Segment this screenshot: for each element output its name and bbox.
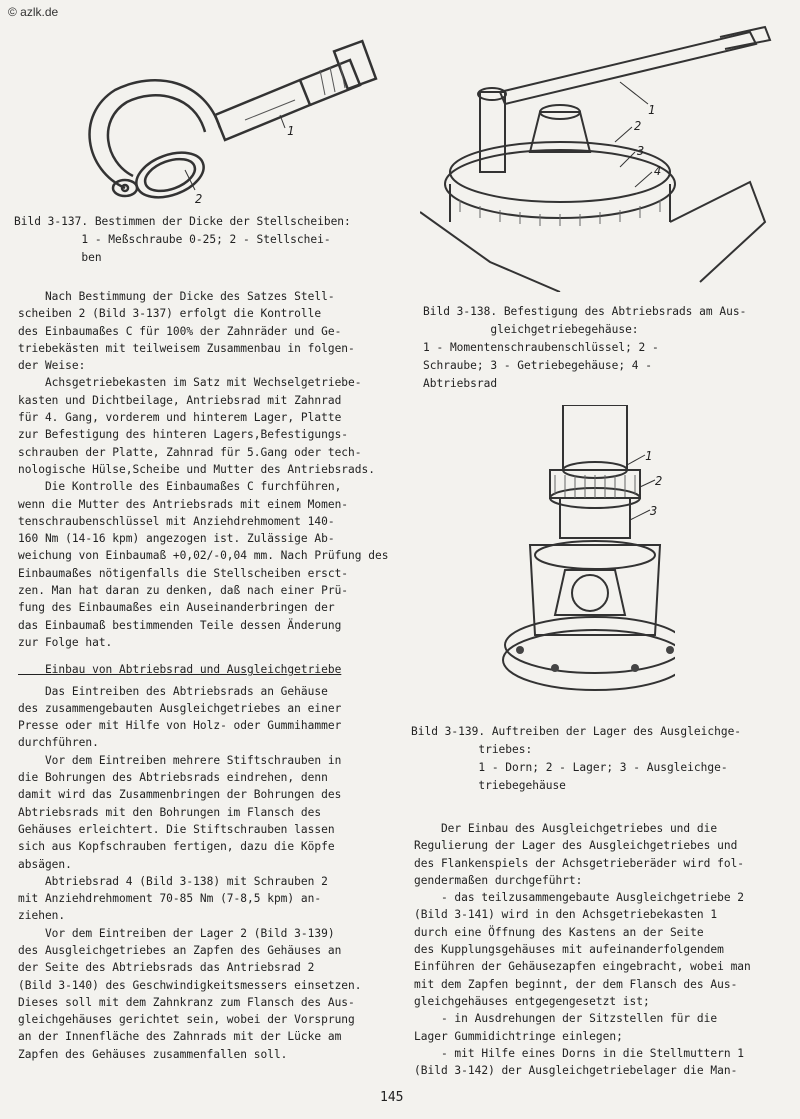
section-heading: Einbau von Abtriebsrad und Ausgleichgetriebe	[18, 663, 342, 677]
paragraph: Nach Bestimmung der Dicke des Satzes Stell- scheiben 2 (Bild 3-137) erfolgt die Kontrolle des Einbaumaßes C für 100% der Zahnräder und Ge- triebekästen mit teilweisem Zusammenbau in folgen- der Weise:	[18, 290, 355, 373]
figure-3-137-caption: Bild 3-137. Bestimmen der Dicke der Stellscheiben: 1 - Meßschraube 0-25; 2 - Stellschei- ben	[14, 215, 351, 264]
fig138-label-4: 4	[654, 164, 662, 178]
figure-3-138-caption: Bild 3-138. Befestigung des Abtriebsrads am Aus- gleichgetriebegehäuse: 1 - Momentenschraubenschlüssel; 2 - Schraube; 3 - Getriebegehäuse; 4 - Abtriebsrad	[423, 305, 747, 390]
figure-3-139-caption: Bild 3-139. Auftreiben der Lager des Ausgleichge- triebes: 1 - Dorn; 2 - Lager; 3 - Ausgleichge- triebegehäuse	[411, 725, 742, 792]
page-number: 145	[380, 1090, 404, 1105]
bearing-press-illustration	[495, 405, 675, 715]
paragraph: - in Ausdrehungen der Sitzstellen für die Lager Gummidichtringe einlegen;	[414, 1012, 718, 1043]
paragraph: - mit Hilfe eines Dorns in die Stellmuttern 1 (Bild 3-142) der Ausgleichgetriebelager die Man-	[414, 1046, 745, 1078]
fig138-label-1: 1	[648, 103, 656, 117]
figure-3-139	[495, 405, 675, 715]
fig138-label-3: 3	[637, 144, 645, 158]
paragraph: Der Einbau des Ausgleichgetriebes und die Regulierung der Lager des Ausgleichgetriebes und des Flankenspiels der Achsgetrieberäder wird fol- gendermaßen durchgeführt:	[414, 822, 745, 887]
paragraph: Das Eintreiben des Abtriebsrads an Gehäuse des zusammengebauten Ausgleichgetriebes an einer Presse oder mit Hilfe von Holz- oder Gummihammer durchführen.	[18, 684, 342, 750]
fig139-label-1: 1	[645, 449, 653, 463]
fig137-label-1: 1	[287, 124, 295, 138]
micrometer-illustration	[55, 20, 385, 220]
paragraph: - das teilzusammengebaute Ausgleichgetriebe 2 (Bild 3-141) wird in den Achsgetriebekasten 1 durch eine Öffnung des Kastens an der Seite des Kupplungsgehäuses mit aufeinanderfolgendem Einführen der Gehäusezapfen eingebracht, wobei man mit dem Zapfen beginnt, der dem Flansch des Aus- gleichgehäuses entgegengesetzt ist;	[414, 891, 751, 1008]
figure-3-137	[55, 20, 385, 220]
torque-wrench-illustration	[420, 22, 780, 292]
fig137-label-2: 2	[195, 192, 203, 206]
right-text-column	[414, 820, 794, 1079]
left-text-column	[18, 288, 398, 1063]
fig139-label-3: 3	[650, 504, 658, 518]
paragraph: Vor dem Eintreiben der Lager 2 (Bild 3-139) des Ausgleichgetriebes an Zapfen des Gehäuses an der Seite des Abtriebsrads das Antriebsrad 2 (Bild 3-140) des Geschwindigkeitsmessers einsetzen. Dieses soll mit dem Zahnkranz zum Flansch des Aus- gleichgehäuses gerichtet sein, wobei der Vorsprung an der Innenfläche des Zahnrads mit der Lücke am Zapfen des Gehäuses zusammenfallen soll.	[18, 926, 362, 1061]
watermark: © azlk.de	[8, 5, 59, 19]
fig138-label-2: 2	[634, 119, 642, 133]
paragraph: Achsgetriebekasten im Satz mit Wechselgetriebe- kasten und Dichtbeilage, Antriebsrad mit Zahnrad für 4. Gang, vorderem und hinterem Lager, Platte zur Befestigung des hinteren Lagers,Befestigungs- schrauben der Platte, Zahnrad für 5.Gang oder tech- nologische Hülse,Scheibe und Mutter des Antriebsrads.	[18, 376, 375, 476]
paragraph: Abtriebsrad 4 (Bild 3-138) mit Schrauben 2 mit Anziehdrehmoment 70-85 Nm (7-8,5 kpm) an- ziehen.	[18, 874, 328, 923]
paragraph: Die Kontrolle des Einbaumaßes C furchführen, wenn die Mutter des Antriebsrads mit einem Momen- tenschraubenschlüssel mit Anziehdrehmoment 140- 160 Nm (14-16 kpm) angezogen ist. Zulässige Ab- weichung von Einbaumaß +0,02/-0,04 mm. Nach Prüfung des Einbaumaßes nötigenfalls die Stellscheiben ersct- zen. Man hat daran zu denken, daß nach einer Prü- fung des Einbaumaßes ein Auseinanderbringen der das Einbaumaß bestimmenden Teile dessen Änderung zur Folge hat.	[18, 480, 389, 649]
fig139-label-2: 2	[655, 474, 663, 488]
paragraph: Vor dem Eintreiben mehrere Stiftschrauben in die Bohrungen des Abtriebsrads eindrehen, denn damit wird das Zusammenbringen der Bohrungen des Abtriebsrads mit den Bohrungen im Flansch des Gehäuses erleichtert. Die Stiftschrauben lassen sich aus Kopfschrauben fertigen, dazu die Köpfe absägen.	[18, 753, 342, 871]
figure-3-138	[420, 22, 780, 292]
